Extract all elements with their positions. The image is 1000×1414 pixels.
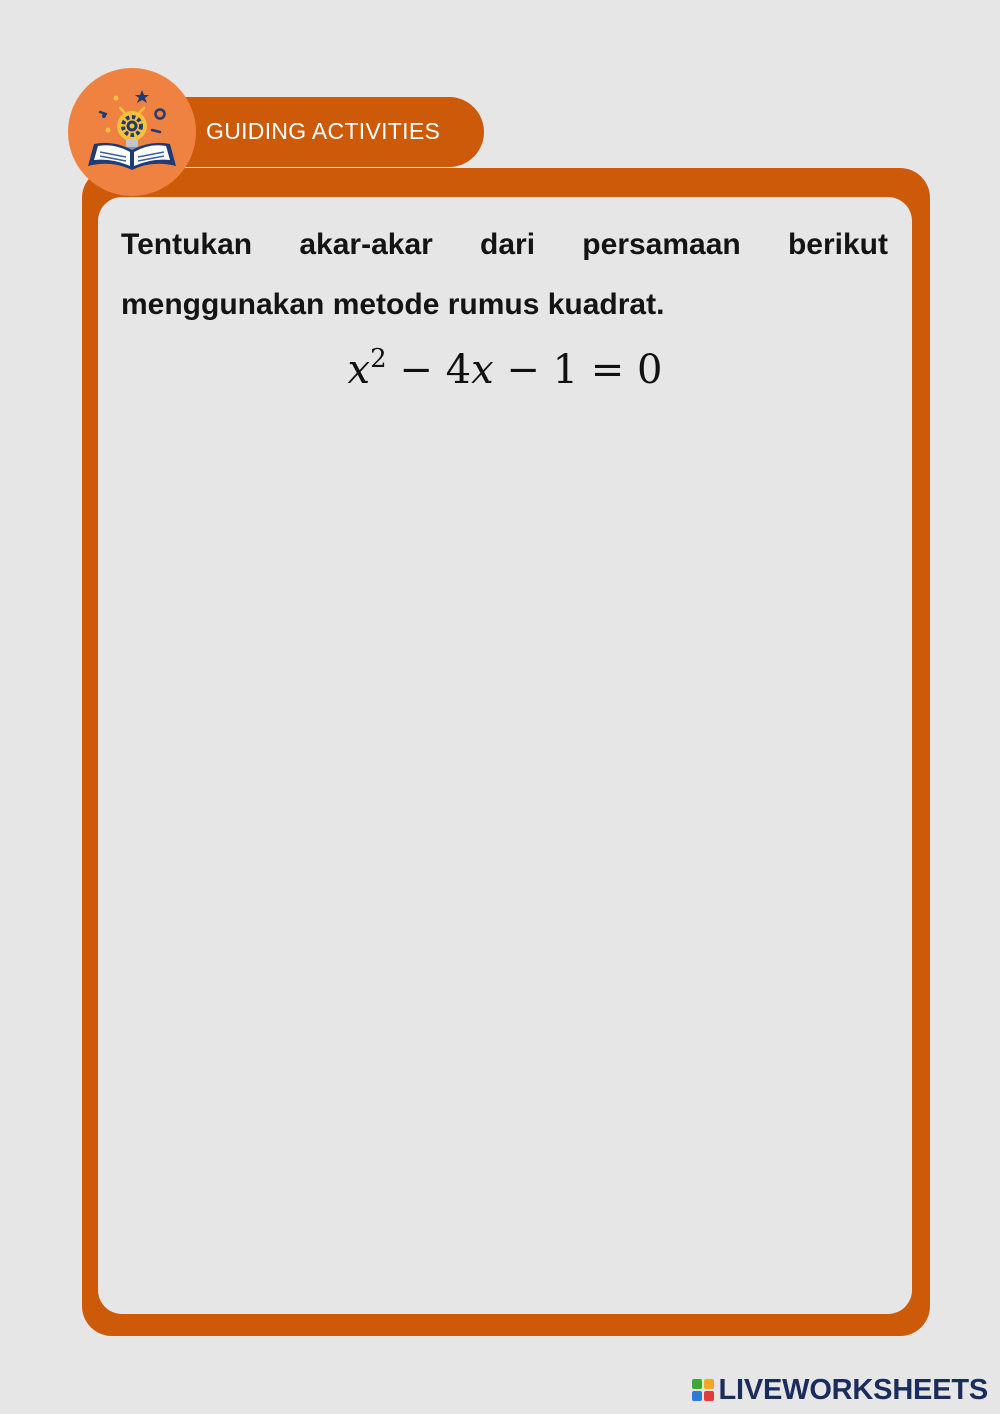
liveworksheets-logo-icon xyxy=(691,1378,715,1402)
watermark-brand: LIVEWORKSHEETS xyxy=(718,1373,988,1406)
liveworksheets-watermark xyxy=(691,1372,989,1408)
eq-variable-2: x xyxy=(471,347,494,393)
header-title: GUIDING ACTIVITIES xyxy=(206,118,441,144)
eq-variable: x xyxy=(347,347,371,393)
eq-constant: 1 xyxy=(552,347,579,393)
eq-equals: = xyxy=(590,347,625,393)
eq-minus-2: − xyxy=(506,347,540,393)
eq-coefficient: 4 xyxy=(445,347,472,393)
eq-exponent: 2 xyxy=(370,344,387,374)
book-lightbulb-icon xyxy=(80,80,184,184)
task-instruction: Tentukan akar-akar dari persamaan berikut menggunakan metode rumus kuadrat. xyxy=(121,228,888,321)
quadratic-equation xyxy=(98,340,912,400)
eq-minus: − xyxy=(399,347,433,393)
eq-rhs: 0 xyxy=(636,347,663,393)
